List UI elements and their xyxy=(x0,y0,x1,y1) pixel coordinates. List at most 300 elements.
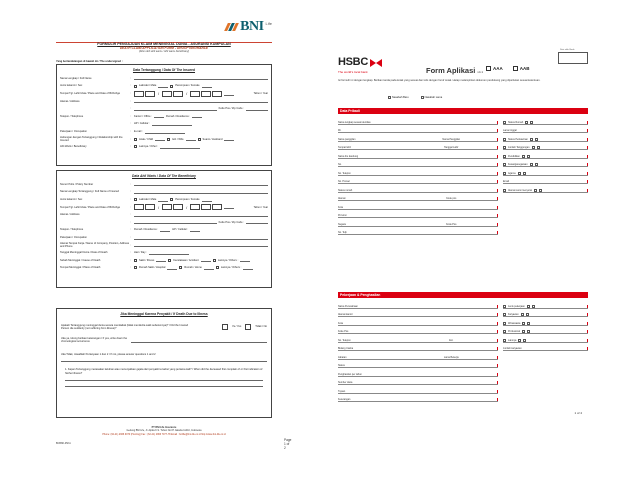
side-checkbox[interactable] xyxy=(503,305,506,308)
required-marker xyxy=(497,129,499,132)
side-checkbox[interactable] xyxy=(521,313,524,316)
doc-code: BCBNF-05/11 xyxy=(56,442,71,445)
form-row-label: Mr. xyxy=(338,129,342,132)
section2-row-field[interactable] xyxy=(134,236,268,240)
option-field[interactable] xyxy=(201,258,211,262)
product-option-aab[interactable] xyxy=(513,66,530,72)
row-colon: : xyxy=(130,243,131,247)
row-colon: : xyxy=(130,182,131,186)
form-row-label: Penghasilan per tahun xyxy=(338,372,362,376)
required-marker xyxy=(497,305,499,308)
required-marker xyxy=(497,189,499,192)
form-row xyxy=(338,360,498,369)
section2-row-label: Pekerjaan / Occupation xyxy=(60,235,87,239)
section2-row xyxy=(57,257,271,265)
section2-row-option: Lainnya / Others : xyxy=(217,258,239,262)
section2-row-options xyxy=(134,220,268,224)
form-row xyxy=(338,385,498,394)
option-field[interactable] xyxy=(158,198,168,202)
form-row xyxy=(338,193,498,202)
side-checkbox[interactable] xyxy=(534,189,537,192)
section1-row-option: E-mail : xyxy=(134,129,143,133)
section2-row xyxy=(57,219,271,227)
date-cell[interactable] xyxy=(162,204,172,210)
option-field[interactable] xyxy=(160,228,170,232)
section1-row-label: Hubungan dengan Tertanggung / Relationship with the Insured xyxy=(60,135,123,143)
section2-row-label: Sebab Meninggal / Cause of Death xyxy=(60,258,101,262)
employment-bar: Pekerjaan & Penghasilan xyxy=(338,292,588,298)
bni-logo-icon xyxy=(224,21,238,33)
option-checkbox[interactable] xyxy=(134,266,137,269)
side-row xyxy=(503,343,588,352)
option-field[interactable] xyxy=(190,228,200,232)
section2-row-option: Perempuan / Female xyxy=(175,197,200,201)
section1-row-option: Lainnya / Other : xyxy=(139,145,159,149)
bni-logo-text: BNI xyxy=(240,19,264,35)
form-row-sublabel: Ext. xyxy=(449,338,454,342)
section2-row-field[interactable] xyxy=(134,182,268,186)
side-checkbox[interactable] xyxy=(503,121,506,124)
section2-row-field[interactable] xyxy=(134,213,268,217)
age-field[interactable] xyxy=(224,92,234,96)
required-marker xyxy=(497,381,499,384)
side-row-label: Status Perkawinan xyxy=(508,137,528,141)
side-row-label: Wiraswasta xyxy=(508,321,521,325)
side-checkbox[interactable] xyxy=(522,322,525,325)
option-checkbox[interactable] xyxy=(170,85,173,88)
section1-row-option: Laki-laki / Male xyxy=(139,84,157,88)
option-checkbox[interactable] xyxy=(134,259,137,262)
form-title: FORMULIR PENGAJUAN KLAIM MENINGGAL DUNIA - ASURANSI KUMPULAN xyxy=(97,42,231,46)
option-field[interactable] xyxy=(224,137,234,141)
side-checkbox[interactable] xyxy=(503,146,506,149)
option-checkbox[interactable] xyxy=(179,266,182,269)
product-options xyxy=(486,66,530,72)
required-marker xyxy=(497,398,499,401)
form-row xyxy=(338,326,498,335)
bni-claim-form xyxy=(56,18,292,450)
option-field[interactable] xyxy=(154,114,164,118)
side-row xyxy=(503,159,588,168)
new-customer-label: Nasabah Baru xyxy=(392,96,409,99)
option-field[interactable] xyxy=(167,266,177,270)
bni-logo xyxy=(224,18,272,36)
section1-row xyxy=(57,113,271,121)
section-insured-heading: Data Tertanggung / Data Of The Insured xyxy=(132,68,196,72)
form-row-label: No. Telp xyxy=(338,231,347,234)
form-row-label: Keterangan xyxy=(338,398,351,401)
product-aab-checkbox[interactable] xyxy=(513,66,518,71)
left-page-number: Page 1 of 2 xyxy=(284,438,292,450)
option-checkbox[interactable] xyxy=(134,85,137,88)
not-sudden-label: Jika Tidak, Jawablah Pertanyaan 1 dan 2 / If not, please answer questions 1 and 2 xyxy=(61,353,156,357)
option-checkbox[interactable] xyxy=(134,198,137,201)
row-colon: : xyxy=(130,145,131,149)
option-field[interactable] xyxy=(149,251,189,255)
side-checkbox[interactable] xyxy=(518,339,521,342)
side-checkbox[interactable] xyxy=(523,172,526,175)
side-row-label: Lainnya xyxy=(508,338,517,342)
yes-no-options xyxy=(222,324,267,330)
section1-row-label: Pekerjaan / Occupation xyxy=(60,129,87,133)
section1-row-options xyxy=(134,130,268,134)
required-marker xyxy=(497,322,499,325)
form-row-label: No. Ponsel xyxy=(338,180,350,183)
side-checkbox[interactable] xyxy=(518,172,521,175)
form-row xyxy=(338,343,498,352)
form-row xyxy=(338,218,498,227)
row-colon: : xyxy=(130,122,131,126)
option-field[interactable] xyxy=(202,198,212,202)
section1-row xyxy=(57,105,271,113)
section1-row-label: Telepon / Telephone xyxy=(60,114,84,118)
option-checkbox[interactable] xyxy=(168,259,171,262)
customer-type-options xyxy=(388,96,442,99)
form-row-label: Nama ibu kandung xyxy=(338,154,359,158)
side-checkbox[interactable] xyxy=(526,313,529,316)
row-colon: : xyxy=(130,228,131,232)
row-colon: : xyxy=(130,76,131,80)
date-cell[interactable] xyxy=(134,204,144,210)
date-cell[interactable] xyxy=(201,91,211,97)
section2-row-option: Rumah Sakit / Hospital xyxy=(139,266,166,270)
hsbc-tagline: The world's local bank xyxy=(338,69,368,74)
product-aab-label: AAB xyxy=(519,66,530,71)
option-checkbox[interactable] xyxy=(213,259,216,262)
option-checkbox[interactable] xyxy=(170,198,173,201)
section1-row-field[interactable] xyxy=(134,99,268,103)
required-marker xyxy=(587,121,589,124)
required-marker xyxy=(587,305,589,308)
chronology-label: Jika ya, tolong berikan keterangan / If yes, write down the chronological occurrence xyxy=(61,336,128,343)
form-row xyxy=(338,201,498,210)
form-row xyxy=(338,309,498,318)
required-marker xyxy=(497,214,499,217)
form-row xyxy=(338,159,498,168)
row-colon: : xyxy=(130,84,131,88)
section1-row xyxy=(57,128,271,136)
age-unit-label: Tahun / Year xyxy=(253,91,268,95)
not-sudden-field[interactable] xyxy=(61,356,267,362)
form-row-label: Jabatan xyxy=(338,355,347,359)
form-row-label: Sumber dana xyxy=(338,381,353,384)
no-checkbox[interactable] xyxy=(245,324,251,330)
form-row xyxy=(338,300,498,309)
required-marker xyxy=(587,163,589,166)
chronology-field[interactable] xyxy=(131,339,267,343)
section1-row xyxy=(57,75,271,83)
side-checkbox[interactable] xyxy=(527,330,530,333)
row-colon: : xyxy=(130,190,131,194)
side-checkbox[interactable] xyxy=(535,163,538,166)
date-cell[interactable] xyxy=(201,204,211,210)
row-colon: : xyxy=(130,107,131,111)
existing-customer-option[interactable] xyxy=(421,96,443,99)
form-row xyxy=(338,125,498,134)
section2-row-label: Alamat Tempat Kerja / Name of Company, Position, Address and Phone xyxy=(60,241,130,249)
form-row xyxy=(338,368,498,377)
side-row xyxy=(503,116,588,125)
section2-row-option: HP / Cellular : xyxy=(172,228,189,232)
footer-address: Gedung BNI Life, Jl. Aipda K.S. Tubun No.67 Jakarta 11410, Indonesia xyxy=(126,429,202,433)
first-symptom-label: 1. Kapan Tertanggung merasakan keluhan atau menunjukkan gejala dari penyakit tersebut yang pertama kali? / When did the deceased first complain of or first indication of his/her illness? xyxy=(65,368,263,375)
required-marker xyxy=(587,189,589,192)
section2-row xyxy=(57,227,271,235)
product-option-aaa[interactable] xyxy=(486,66,503,72)
employment-side xyxy=(503,300,588,351)
side-checkbox[interactable] xyxy=(525,121,528,124)
required-marker xyxy=(497,339,499,342)
bank-use-label: Diisi oleh Bank xyxy=(560,49,575,51)
zip-code-label: Kode Pos / Zip Code : xyxy=(218,220,244,224)
section2-row-field[interactable] xyxy=(134,243,268,247)
section-beneficiary xyxy=(56,170,272,288)
row-colon: : xyxy=(130,258,131,262)
side-checkbox[interactable] xyxy=(523,339,526,342)
row-colon: : xyxy=(130,266,131,270)
section2-row-label: Nama Lengkap Tertanggung / Full Name of Insured xyxy=(60,190,119,194)
date-cell[interactable] xyxy=(190,91,200,97)
existing-customer-checkbox[interactable] xyxy=(421,96,424,99)
section-illness-heading: Jika Meninggal Karena Penyakit / If Death Due to Illness xyxy=(120,312,208,316)
section1-row-label: Alamat / Address xyxy=(60,99,80,103)
product-aaa-checkbox[interactable] xyxy=(486,66,491,71)
age-field[interactable] xyxy=(224,205,234,209)
side-checkbox[interactable] xyxy=(532,305,535,308)
address-line[interactable] xyxy=(134,220,217,224)
side-checkbox[interactable] xyxy=(532,146,535,149)
section2-row-label: Tanggal Meninggal Dunia / Date of Death xyxy=(60,251,108,255)
row-colon: : xyxy=(130,99,131,103)
section1-row-label: Nama Lengkap / Full Name xyxy=(60,76,92,80)
sudden-death-question xyxy=(57,324,271,330)
required-marker xyxy=(587,330,589,333)
side-checkbox[interactable] xyxy=(539,189,542,192)
option-checkbox[interactable] xyxy=(134,145,137,148)
side-checkbox[interactable] xyxy=(503,163,506,166)
application-title xyxy=(426,66,483,75)
form-row-label: Nama Perusahaan xyxy=(338,304,358,308)
side-checkbox[interactable] xyxy=(530,138,533,141)
section1-row-option: Anak / Child xyxy=(139,137,153,141)
date-cells xyxy=(134,91,155,97)
required-marker xyxy=(497,373,499,376)
row-colon: : xyxy=(130,220,131,224)
section2-row-options xyxy=(134,258,268,262)
option-field[interactable] xyxy=(156,258,166,262)
bni-logo-suffix: Life xyxy=(265,21,272,26)
section1-row xyxy=(57,83,271,91)
option-field[interactable] xyxy=(240,258,250,262)
date-slash: / xyxy=(186,91,188,97)
side-checkbox[interactable] xyxy=(530,121,533,124)
side-checkbox[interactable] xyxy=(535,138,538,141)
section1-row-label: Tempat Tgl. Lahir/Usia / Place and Date of Birth/Age xyxy=(60,91,121,95)
section1-row xyxy=(57,90,271,98)
section2-row-label: Tempat Tgl. Lahir/Usia / Place and Date of Birth/Age xyxy=(60,205,121,209)
required-marker xyxy=(497,330,499,333)
required-marker xyxy=(497,347,499,350)
date-cell[interactable] xyxy=(212,91,222,97)
date-cells xyxy=(190,204,222,210)
side-checkbox[interactable] xyxy=(527,322,530,325)
section2-row xyxy=(57,196,271,204)
side-checkbox[interactable] xyxy=(527,305,530,308)
section2-row xyxy=(57,204,271,212)
section2-row xyxy=(57,181,271,189)
form-row xyxy=(338,184,498,193)
side-checkbox[interactable] xyxy=(503,313,506,316)
yes-checkbox[interactable] xyxy=(222,324,228,330)
side-row xyxy=(503,326,588,335)
option-field[interactable] xyxy=(152,122,192,126)
date-cell[interactable] xyxy=(162,91,172,97)
section1-row-options xyxy=(134,91,268,97)
section2-row xyxy=(57,211,271,219)
date-cell[interactable] xyxy=(212,204,222,210)
first-symptom-field-2[interactable] xyxy=(65,381,263,387)
date-cell[interactable] xyxy=(134,91,144,97)
row-colon: : xyxy=(130,197,131,201)
section1-row-options xyxy=(134,137,268,141)
form-row xyxy=(338,377,498,386)
side-row-label: Kewarganegaraan xyxy=(508,163,528,166)
option-field[interactable] xyxy=(202,84,212,88)
option-field[interactable] xyxy=(243,266,253,270)
side-checkbox[interactable] xyxy=(537,146,540,149)
zip-code-field[interactable] xyxy=(246,220,268,224)
date-cell[interactable] xyxy=(145,91,155,97)
option-checkbox[interactable] xyxy=(216,266,219,269)
section1-row xyxy=(57,98,271,106)
side-row-label: Jumlah karyawan xyxy=(503,347,522,350)
required-marker xyxy=(497,121,499,124)
side-row xyxy=(503,176,588,185)
option-field[interactable] xyxy=(204,266,214,270)
required-marker xyxy=(497,223,499,226)
option-checkbox[interactable] xyxy=(167,138,170,141)
option-field[interactable] xyxy=(145,130,185,134)
side-checkbox[interactable] xyxy=(527,155,530,158)
right-page-number: 1 of 4 xyxy=(574,411,582,415)
form-row-sublabel: Tanggal Lahir xyxy=(444,146,459,149)
date-cell[interactable] xyxy=(190,204,200,210)
section-illness xyxy=(56,308,272,418)
date-cell[interactable] xyxy=(173,91,183,97)
side-row-label: Agama xyxy=(508,171,516,175)
date-cell[interactable] xyxy=(173,204,183,210)
side-checkbox[interactable] xyxy=(503,189,506,192)
section2-row-label: Jenis kelamin / Sex xyxy=(60,197,83,201)
side-checkbox[interactable] xyxy=(503,155,506,158)
existing-customer-label: Nasabah Lama xyxy=(424,96,443,99)
form-row xyxy=(338,142,498,151)
side-row xyxy=(503,334,588,343)
new-customer-option[interactable] xyxy=(388,96,409,99)
date-slash: / xyxy=(186,204,188,210)
date-cell[interactable] xyxy=(145,204,155,210)
form-row xyxy=(338,150,498,159)
side-checkbox[interactable] xyxy=(522,330,525,333)
form-row-label: Alamat kantor xyxy=(338,313,353,316)
instructions-text: Isi formulir ini dengan lengkap. Berikan tanda pada kotak yang sesuai dan tulis dengan huruf cetak. Harap melampirkan dokumen pendukung yang diperlukan sesuai ketentuan. xyxy=(338,79,541,82)
section1-row-options xyxy=(134,114,268,118)
instructions xyxy=(338,79,588,82)
side-checkbox[interactable] xyxy=(522,155,525,158)
date-cells xyxy=(190,91,222,97)
section1-row-field[interactable] xyxy=(134,76,268,80)
side-row-label: Profesional xyxy=(508,330,520,333)
side-row-label: Status Rumah xyxy=(508,120,524,124)
side-row xyxy=(503,150,588,159)
side-row xyxy=(503,133,588,142)
option-field[interactable] xyxy=(192,114,202,118)
option-field[interactable] xyxy=(186,137,196,141)
row-colon: : xyxy=(130,91,131,95)
personal-data-bar: Data Pribadi xyxy=(338,108,588,114)
section1-row-label: Jenis kelamin / Sex xyxy=(60,84,83,88)
section2-row-option: Lainnya / Others : xyxy=(220,266,242,270)
option-field[interactable] xyxy=(158,84,168,88)
address-line[interactable] xyxy=(134,107,217,111)
side-checkbox[interactable] xyxy=(530,163,533,166)
footer-contact[interactable]: Phone: (62-21) 2966 9070 (Hunting) Fax : (62-21) 2966 7077-78 Email : bnilife@bni-life.co.id http://www.bni-life.co.id xyxy=(102,432,226,436)
date-cells xyxy=(162,91,183,97)
section1-row xyxy=(57,143,271,151)
new-customer-checkbox[interactable] xyxy=(388,96,391,99)
personal-data-grid xyxy=(338,116,498,235)
application-title-code: v4.1 xyxy=(477,70,483,74)
form-row-label: Status xyxy=(338,364,345,367)
section2-row xyxy=(57,249,271,257)
required-marker xyxy=(587,180,589,183)
option-field[interactable] xyxy=(155,137,165,141)
side-checkbox[interactable] xyxy=(503,330,506,333)
section1-row-options xyxy=(134,84,268,88)
form-row-sublabel: Kode pos xyxy=(446,197,457,200)
date-slash: / xyxy=(158,204,160,210)
sudden-death-text: Apakah Tertanggung meninggal dunia secara mendadak (tidak menderita sakit sebelumnya)? / Did the Insured Person die suddenly (not suffering from illness)? xyxy=(61,324,189,331)
hsbc-logo-text: HSBC xyxy=(338,56,368,68)
section2-row-field[interactable] xyxy=(134,190,268,194)
section2-row-options xyxy=(134,251,268,255)
section2-row-option: Laki-laki / Male xyxy=(139,197,157,201)
required-marker xyxy=(497,172,499,175)
side-row xyxy=(503,317,588,326)
section1-row xyxy=(57,121,271,129)
side-row-label: Jumlah Tanggungan xyxy=(508,146,530,149)
form-subtitle: DEATH CLAIM APPLICATION FORM - GROUP INSURANCE xyxy=(119,46,209,51)
section2-row-options xyxy=(134,228,268,232)
side-checkbox[interactable] xyxy=(503,172,506,175)
section1-row-options xyxy=(134,107,268,111)
row-colon: : xyxy=(130,213,131,217)
form-row xyxy=(338,210,498,219)
zip-code-field[interactable] xyxy=(246,107,268,111)
form-footer xyxy=(56,426,272,436)
section-beneficiary-heading: Data Ahli Waris / Data Of The Beneficiary xyxy=(132,174,196,178)
side-checkbox[interactable] xyxy=(503,138,506,141)
required-marker xyxy=(497,364,499,367)
side-checkbox[interactable] xyxy=(503,339,506,342)
required-marker xyxy=(497,206,499,209)
form-row-label: Status rumah xyxy=(338,188,353,192)
side-checkbox[interactable] xyxy=(503,322,506,325)
option-field[interactable] xyxy=(160,145,200,149)
option-checkbox[interactable] xyxy=(134,138,137,141)
option-checkbox[interactable] xyxy=(198,138,201,141)
intro-line: Yang bertandatangan di bawah ini / The undersigned : xyxy=(56,60,123,63)
